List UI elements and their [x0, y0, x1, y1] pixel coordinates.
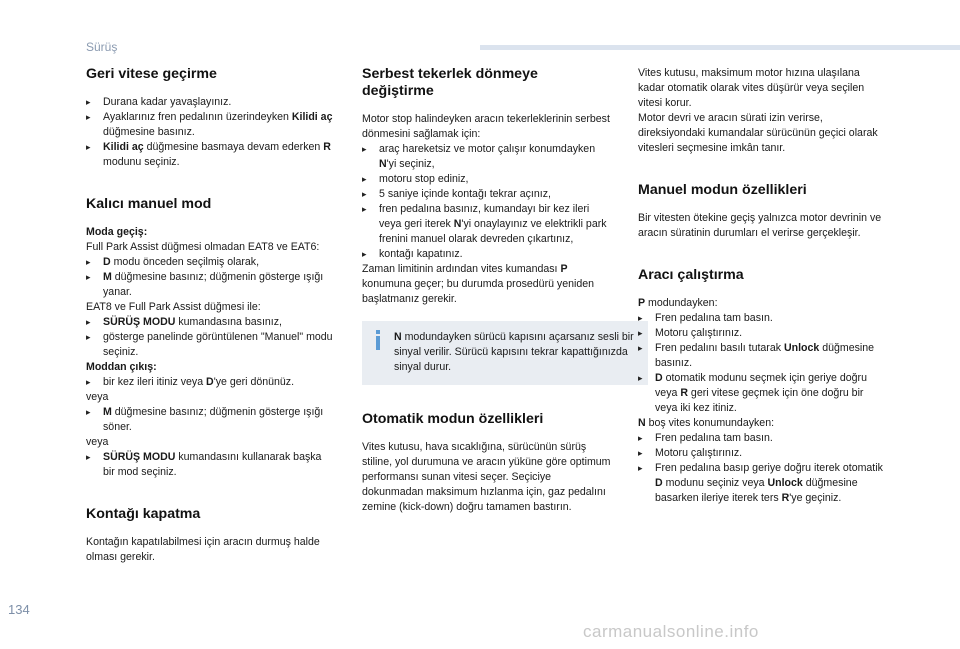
- arrow-bullet-icon: ▸: [638, 343, 643, 353]
- bullet-item: ▸ fren pedalına basınız, kumandayı bir kez ileri veya geri iterek N'yi onaylayınız ve elektrikli park frenini manuel olarak devreden çıkartınız,: [362, 203, 607, 245]
- bullet-item: ▸ Fren pedalına tam basın.: [638, 432, 773, 444]
- arrow-bullet-icon: ▸: [86, 97, 91, 107]
- paragraph: Vites kutusu, hava sıcaklığına, sürücünün sürüş stiline, yol durumuna ve aracın yüküne göre optimum performansı sunan vitesi seçer. Seçiciye dokunmadan maksimum hızlanma için, gaz pedalını zemine (kick-down) doğru tamamen bastırın.: [362, 441, 611, 513]
- column-1: [86, 66, 336, 565]
- bullet-item: ▸ D modu önceden seçilmiş olarak,: [86, 256, 260, 268]
- arrow-bullet-icon: ▸: [362, 204, 367, 214]
- bullet-item: ▸ kontağı kapatınız.: [362, 248, 463, 260]
- arrow-bullet-icon: ▸: [86, 142, 91, 152]
- bullet-item: ▸ Ayaklarınız fren pedalının üzerindeyken Kilidi aç düğmesine basınız.: [86, 111, 333, 138]
- paragraph: Zaman limitinin ardından vites kumandası P konumuna geçer; bu durumda prosedürü yeniden başlatmanız gerekir.: [362, 263, 595, 305]
- paragraph: Motor devri ve aracın sürati izin verirse, direksiyondaki kumandalar sürücünün geçici olarak vitesleri seçmesine imkân tanır.: [638, 112, 878, 154]
- bullet-item: ▸ Durana kadar yavaşlayınız.: [86, 96, 232, 108]
- section-title: Otomatik modun özellikleri: [362, 411, 544, 427]
- bullet-item: ▸ araç hareketsiz ve motor çalışır konumdayken N'yi seçiniz,: [362, 143, 596, 170]
- arrow-bullet-icon: ▸: [86, 112, 91, 122]
- paragraph: veya: [86, 436, 109, 448]
- paragraph: P modundayken:: [638, 297, 718, 309]
- bullet-item: ▸ D otomatik modunu seçmek için geriye doğru veya R geri vitese geçmek için öne doğru bir veya iki kez itiniz.: [638, 372, 867, 414]
- bullet-item: ▸ Motoru çalıştırınız.: [638, 447, 743, 459]
- page-number: 134: [8, 602, 30, 617]
- arrow-bullet-icon: ▸: [362, 189, 367, 199]
- bullet-item: ▸ bir kez ileri itiniz veya D'ye geri dönünüz.: [86, 376, 295, 388]
- arrow-bullet-icon: ▸: [362, 249, 367, 259]
- bullet-item: ▸ SÜRÜŞ MODU kumandasını kullanarak başka bir mod seçiniz.: [86, 451, 322, 478]
- section-title: Serbest tekerlek dönmeye değiştirme: [362, 66, 538, 99]
- paragraph: veya: [86, 391, 109, 403]
- bullet-item: ▸ 5 saniye içinde kontağı tekrar açınız,: [362, 188, 551, 200]
- column-3: [638, 66, 888, 506]
- arrow-bullet-icon: ▸: [638, 433, 643, 443]
- section-title: Geri vitese geçirme: [86, 66, 217, 82]
- bullet-item: ▸ Fren pedalını basılı tutarak Unlock düğmesine basınız.: [638, 342, 875, 369]
- bullet-item: ▸ motoru stop ediniz,: [362, 173, 469, 185]
- subheading: Moda geçiş:: [86, 226, 148, 238]
- paragraph: Motor stop halindeyken aracın tekerleklerinin serbest dönmesini sağlamak için:: [362, 113, 610, 140]
- column-2: [362, 66, 634, 515]
- arrow-bullet-icon: ▸: [86, 257, 91, 267]
- bullet-item: ▸ SÜRÜŞ MODU kumandasına basınız,: [86, 316, 282, 328]
- section-title: Aracı çalıştırma: [638, 267, 744, 283]
- bullet-item: ▸ gösterge panelinde görüntülenen "Manuel" modu seçiniz.: [86, 331, 333, 358]
- bullet-item: ▸ Motoru çalıştırınız.: [638, 327, 743, 339]
- bullet-item: ▸ Fren pedalına tam basın.: [638, 312, 773, 324]
- paragraph: Vites kutusu, maksimum motor hızına ulaşılana kadar otomatik olarak vites düşürür veya seçilen vitesi korur.: [638, 67, 865, 109]
- paragraph: EAT8 ve Full Park Assist düğmesi ile:: [86, 301, 261, 313]
- bullet-item: ▸ M düğmesine basınız; düğmenin gösterge ışığı yanar.: [86, 271, 324, 298]
- arrow-bullet-icon: ▸: [86, 272, 91, 282]
- section-header: Sürüş: [86, 40, 118, 54]
- paragraph: N boş vites konumundayken:: [638, 417, 775, 429]
- arrow-bullet-icon: ▸: [362, 174, 367, 184]
- section-title: Kontağı kapatma: [86, 506, 201, 522]
- arrow-bullet-icon: ▸: [638, 463, 643, 473]
- arrow-bullet-icon: ▸: [638, 448, 643, 458]
- header-bar: [480, 45, 960, 50]
- arrow-bullet-icon: ▸: [638, 373, 643, 383]
- bullet-item: ▸ M düğmesine basınız; düğmenin gösterge ışığı söner.: [86, 406, 324, 433]
- paragraph: Kontağın kapatılabilmesi için aracın durmuş halde olması gerekir.: [86, 536, 320, 563]
- arrow-bullet-icon: ▸: [638, 328, 643, 338]
- info-note: [362, 321, 648, 385]
- paragraph: Bir vitesten ötekine geçiş yalnızca motor devrinin ve aracın süratinin durumları el verirse gerçekleşir.: [638, 212, 882, 239]
- arrow-bullet-icon: ▸: [638, 313, 643, 323]
- bullet-item: ▸ Fren pedalına basıp geriye doğru iterek otomatik D modunu seçiniz veya Unlock düğmesine basarken ileriye iterek ters R'ye geçiniz.: [638, 462, 883, 504]
- paragraph: Full Park Assist düğmesi olmadan EAT8 ve EAT6:: [86, 241, 320, 253]
- section-title: Manuel modun özellikleri: [638, 182, 807, 198]
- arrow-bullet-icon: ▸: [86, 377, 91, 387]
- subheading: Moddan çıkış:: [86, 361, 157, 373]
- arrow-bullet-icon: ▸: [86, 332, 91, 342]
- watermark: carmanualsonline.info: [583, 622, 759, 641]
- arrow-bullet-icon: ▸: [86, 317, 91, 327]
- bullet-item: ▸ Kilidi aç düğmesine basmaya devam ederken R modunu seçiniz.: [86, 141, 331, 168]
- arrow-bullet-icon: ▸: [362, 144, 367, 154]
- arrow-bullet-icon: ▸: [86, 407, 91, 417]
- note-text: N modundayken sürücü kapısını açarsanız sesli bir sinyal verilir. Sürücü kapısını tekrar kapattığınızda sinyal durur.: [394, 331, 634, 373]
- info-icon: [371, 330, 385, 350]
- arrow-bullet-icon: ▸: [86, 452, 91, 462]
- section-title: Kalıcı manuel mod: [86, 196, 212, 212]
